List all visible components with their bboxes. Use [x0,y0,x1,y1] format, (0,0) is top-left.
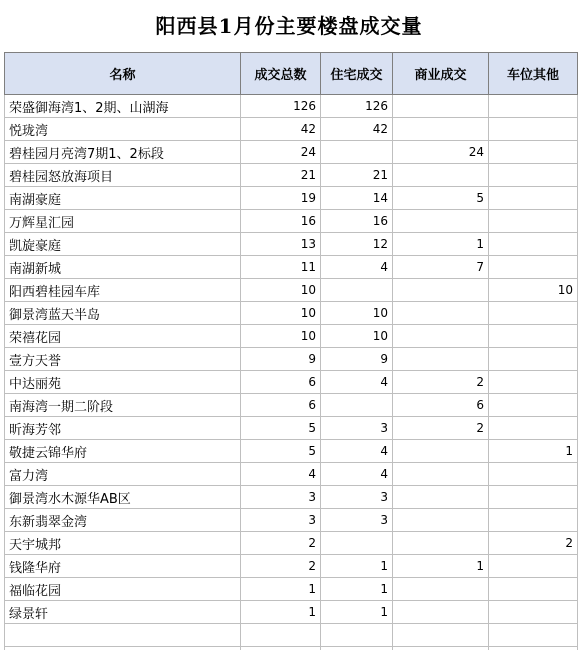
cell-commercial[interactable]: 24 [393,141,489,164]
header-total[interactable]: 成交总数 [241,53,321,95]
table-row [5,302,578,325]
cell-total[interactable]: 3 [241,509,321,532]
table-row [5,187,578,210]
cell-commercial[interactable]: 7 [393,256,489,279]
cell-commercial[interactable] [393,95,489,118]
cell-name[interactable]: 绿景轩 [5,601,241,624]
cell-total[interactable]: 10 [241,302,321,325]
cell-parking[interactable] [489,233,578,256]
cell-residential[interactable] [321,279,393,302]
cell-total[interactable]: 13 [241,233,321,256]
cell-name[interactable]: 南湖豪庭 [5,187,241,210]
cell-residential[interactable]: 1 [321,601,393,624]
header-parking[interactable]: 车位其他 [489,53,578,95]
cell-parking[interactable] [489,394,578,417]
cell-residential[interactable]: 21 [321,164,393,187]
cell-parking[interactable] [489,624,578,647]
cell-parking[interactable] [489,256,578,279]
cell-name[interactable]: 御景湾水木源华AB区 [5,486,241,509]
cell-residential[interactable]: 3 [321,509,393,532]
cell-name[interactable]: 荣盛御海湾1、2期、山湖海 [5,95,241,118]
cell-parking[interactable] [489,647,578,650]
cell-residential[interactable] [321,624,393,647]
cell-commercial[interactable] [393,532,489,555]
table-row [5,141,578,164]
cell-residential[interactable]: 10 [321,302,393,325]
cell-parking[interactable] [489,210,578,233]
cell-residential[interactable]: 126 [321,95,393,118]
table-row [5,440,578,463]
cell-name[interactable]: 钱隆华府 [5,555,241,578]
cell-commercial[interactable] [393,486,489,509]
header-row [5,53,578,95]
table-body [5,95,578,650]
cell-total[interactable]: 24 [241,141,321,164]
table-row [5,210,578,233]
cell-total[interactable]: 5 [241,440,321,463]
cell-residential[interactable]: 9 [321,348,393,371]
cell-parking[interactable]: 1 [489,440,578,463]
cell-total[interactable]: 10 [241,279,321,302]
cell-commercial[interactable] [393,348,489,371]
cell-name[interactable]: 天宇城邦 [5,532,241,555]
cell-parking[interactable] [489,348,578,371]
cell-residential[interactable]: 10 [321,325,393,348]
cell-total[interactable]: 2 [241,555,321,578]
table-row [5,624,578,647]
cell-residential[interactable]: 12 [321,233,393,256]
cell-commercial[interactable] [393,509,489,532]
header-residential[interactable]: 住宅成交 [321,53,393,95]
cell-total[interactable]: 16 [241,210,321,233]
cell-commercial[interactable]: 6 [393,394,489,417]
cell-parking[interactable] [489,164,578,187]
cell-residential[interactable]: 1 [321,555,393,578]
table-row [5,463,578,486]
table-row [5,325,578,348]
cell-name[interactable]: 中达丽苑 [5,371,241,394]
cell-residential[interactable] [321,532,393,555]
cell-residential[interactable]: 3 [321,417,393,440]
cell-name[interactable] [5,647,241,650]
cell-parking[interactable]: 10 [489,279,578,302]
cell-residential[interactable]: 4 [321,256,393,279]
cell-commercial[interactable]: 1 [393,555,489,578]
cell-name[interactable]: 昕海芳邻 [5,417,241,440]
table-row [5,486,578,509]
cell-name[interactable]: 荣禧花园 [5,325,241,348]
cell-commercial[interactable] [393,164,489,187]
cell-commercial[interactable] [393,601,489,624]
header-name[interactable]: 名称 [5,53,241,95]
cell-name[interactable]: 万辉星汇园 [5,210,241,233]
cell-name[interactable]: 东新翡翠金湾 [5,509,241,532]
cell-parking[interactable] [489,601,578,624]
cell-commercial[interactable] [393,578,489,601]
cell-commercial[interactable]: 2 [393,417,489,440]
cell-residential[interactable]: 16 [321,210,393,233]
table-row [5,532,578,555]
cell-residential[interactable] [321,647,393,650]
cell-total[interactable]: 126 [241,95,321,118]
table-row [5,647,578,650]
table-row [5,95,578,118]
cell-total[interactable]: 1 [241,578,321,601]
cell-commercial[interactable] [393,624,489,647]
cell-commercial[interactable] [393,302,489,325]
cell-name[interactable]: 悦珑湾 [5,118,241,141]
table-row [5,509,578,532]
cell-commercial[interactable] [393,463,489,486]
cell-commercial[interactable] [393,210,489,233]
cell-name[interactable]: 凯旋豪庭 [5,233,241,256]
cell-commercial[interactable] [393,647,489,650]
cell-commercial[interactable] [393,440,489,463]
cell-name[interactable]: 御景湾蓝天半岛 [5,302,241,325]
cell-residential[interactable]: 14 [321,187,393,210]
cell-parking[interactable] [489,486,578,509]
cell-parking[interactable] [489,509,578,532]
cell-name[interactable]: 阳西碧桂园车库 [5,279,241,302]
cell-name[interactable]: 壹方天誉 [5,348,241,371]
cell-name[interactable] [5,624,241,647]
table-row [5,371,578,394]
sales-table [4,52,578,650]
cell-residential[interactable] [321,141,393,164]
cell-parking[interactable] [489,187,578,210]
cell-parking[interactable] [489,302,578,325]
cell-total[interactable]: 6 [241,371,321,394]
table-row [5,555,578,578]
cell-total[interactable]: 2 [241,532,321,555]
cell-commercial[interactable]: 5 [393,187,489,210]
cell-total[interactable] [241,647,321,650]
cell-residential[interactable]: 1 [321,578,393,601]
cell-total[interactable]: 1 [241,601,321,624]
cell-total[interactable]: 10 [241,325,321,348]
cell-total[interactable]: 3 [241,486,321,509]
table-row [5,394,578,417]
table-row [5,578,578,601]
cell-residential[interactable]: 3 [321,486,393,509]
cell-name[interactable]: 福临花园 [5,578,241,601]
cell-commercial[interactable]: 1 [393,233,489,256]
cell-total[interactable]: 5 [241,417,321,440]
cell-commercial[interactable]: 2 [393,371,489,394]
table-row [5,417,578,440]
cell-parking[interactable] [489,555,578,578]
cell-total[interactable]: 19 [241,187,321,210]
cell-parking[interactable] [489,325,578,348]
cell-total[interactable]: 11 [241,256,321,279]
cell-total[interactable]: 4 [241,463,321,486]
cell-total[interactable]: 21 [241,164,321,187]
cell-residential[interactable] [321,394,393,417]
cell-residential[interactable]: 42 [321,118,393,141]
cell-parking[interactable] [489,141,578,164]
cell-parking[interactable] [489,578,578,601]
cell-total[interactable]: 6 [241,394,321,417]
cell-total[interactable] [241,624,321,647]
table-row [5,256,578,279]
cell-total[interactable]: 42 [241,118,321,141]
cell-parking[interactable]: 2 [489,532,578,555]
table-row [5,164,578,187]
cell-commercial[interactable] [393,279,489,302]
table-row [5,279,578,302]
cell-parking[interactable] [489,463,578,486]
cell-residential[interactable]: 4 [321,463,393,486]
cell-name[interactable]: 南湖新城 [5,256,241,279]
header-commercial[interactable]: 商业成交 [393,53,489,95]
table-row [5,118,578,141]
cell-total[interactable]: 9 [241,348,321,371]
cell-parking[interactable] [489,417,578,440]
table-row [5,601,578,624]
cell-name[interactable]: 碧桂园月亮湾7期1、2标段 [5,141,241,164]
cell-commercial[interactable] [393,118,489,141]
cell-parking[interactable] [489,371,578,394]
sheet-title: 阳西县1月份主要楼盘成交量 [155,14,423,38]
cell-residential[interactable]: 4 [321,371,393,394]
cell-parking[interactable] [489,95,578,118]
cell-name[interactable]: 敬捷云锦华府 [5,440,241,463]
cell-residential[interactable]: 4 [321,440,393,463]
cell-name[interactable]: 碧桂园怒放海项目 [5,164,241,187]
cell-name[interactable]: 南海湾一期二阶段 [5,394,241,417]
table-row [5,348,578,371]
cell-parking[interactable] [489,118,578,141]
table-row [5,233,578,256]
cell-name[interactable]: 富力湾 [5,463,241,486]
cell-commercial[interactable] [393,325,489,348]
